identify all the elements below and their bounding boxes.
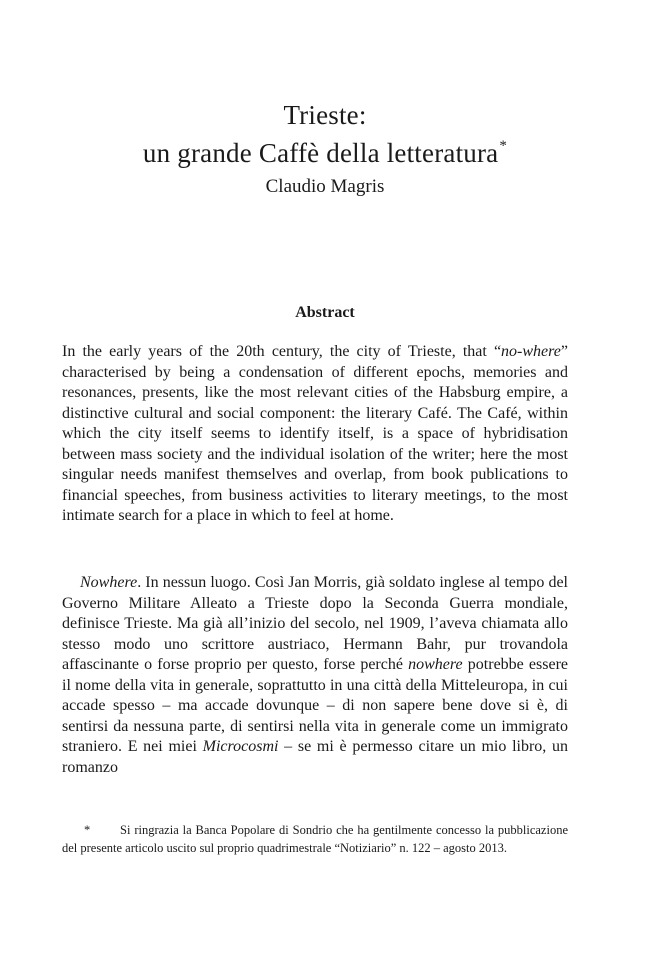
- footnote: [62, 822, 568, 857]
- body-text-3: – se mi è permesso citare un mio libro, un romanzo: [62, 738, 569, 776]
- footnote-marker: *: [84, 823, 91, 837]
- article-title-line-2-text: un grande Caffè della letteratura: [142, 138, 499, 168]
- body-italic-nowhere: Nowhere: [80, 574, 138, 591]
- abstract-heading: Abstract: [295, 304, 355, 321]
- article-title-line-2: [0, 130, 650, 170]
- footnote-text: Si ringrazia la Banca Popolare di Sondrio che ha gentilmente concesso la pubblicazione del presente articolo uscito sul proprio quadrimestrale “Notiziario” n. 122 – agosto 2013.: [62, 823, 568, 855]
- abstract-paragraph: [62, 342, 568, 527]
- body-paragraph: [62, 573, 568, 778]
- article-title-line-1: Trieste:: [283, 100, 367, 130]
- title-footnote-marker[interactable]: *: [499, 138, 508, 154]
- title-block: [0, 100, 650, 200]
- body-text-1: . In nessun luogo. Così Jan Morris, già soldato inglese al tempo del Governo Militare Alleato a Trieste dopo la Seconda Guerra mondiale, definisce Trieste. Ma già all’inizio del secolo, nel 1909, l’aveva chiamata allo stesso modo uno scrittore austriaco, Hermann Bahr, pur trovandola affascinante o forse proprio per questo, forse perché: [62, 574, 568, 673]
- abstract-text-rest: ” characterised by being a condensation of different epochs, memories and resonances, presents, like the most relevant cities of the Habsburg empire, a distinctive cultural and social component: the literary Café. The Café, within which the city itself seems to identify itself, is a space of hybridisation between mass society and the individual isolation of the writer; here the most singular needs manifest themselves and overlap, from book publications to financial speeches, from business activities to literary meetings, to the most intimate search for a place in which to feel at home.: [62, 343, 568, 524]
- abstract-italic-term: no-where: [501, 343, 561, 360]
- body-italic-nowhere-2: nowhere: [408, 656, 463, 673]
- body-text-2: potrebbe essere il nome della vita in generale, soprattutto in una città della Mitteleuropa, in cui accade spesso – ma accade dovunque – di non sapere bene dove si è, di sentirsi da nessuna parte, di sentirsi nella vita in generale come un immigrato straniero. E nei miei: [62, 656, 569, 755]
- abstract-text-start: In the early years of the 20th century, the city of Trieste, that “: [62, 343, 502, 360]
- body-italic-microcosmi: Microcosmi: [202, 738, 279, 755]
- author-name: Claudio Magris: [265, 176, 385, 197]
